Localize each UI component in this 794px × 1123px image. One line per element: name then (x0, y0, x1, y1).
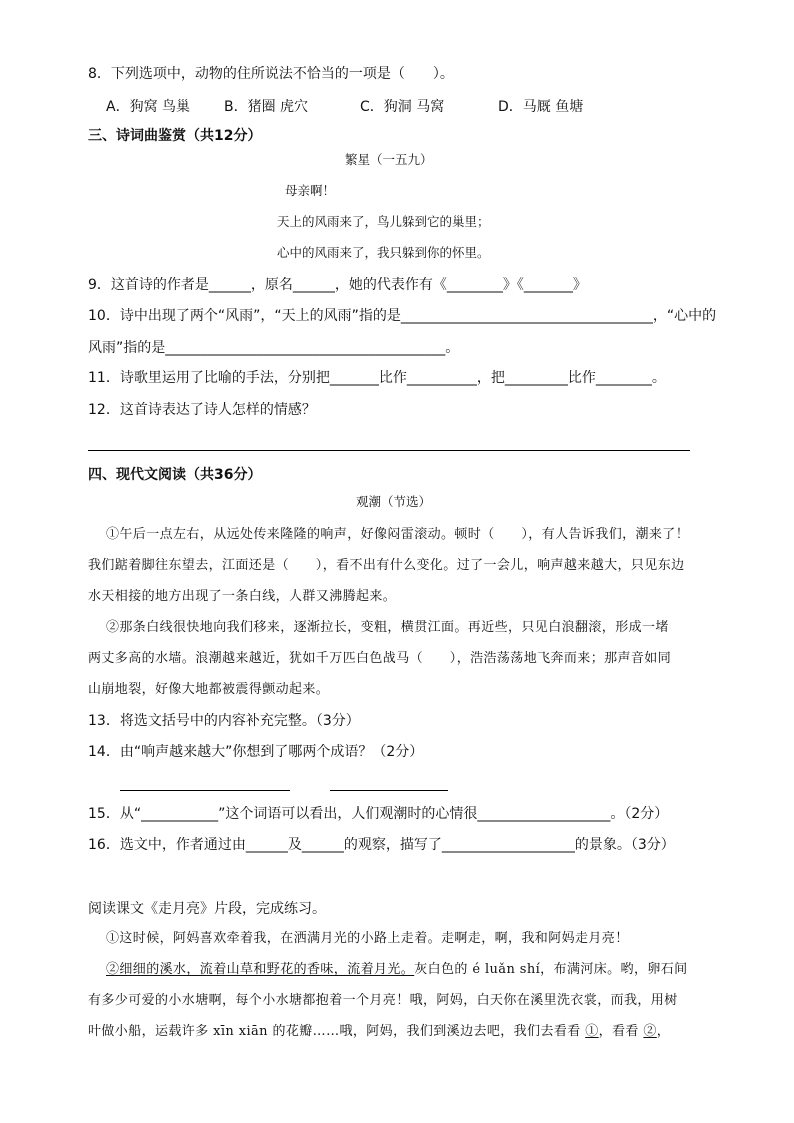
poem-title: 繁星（一五九） (345, 152, 433, 167)
poem-line-2: 天上的风雨来了，鸟儿躲到它的巢里； (277, 214, 490, 229)
para2-line-1: ②那条白线很快地向我们移来，逐渐拉长，变粗，横贯江面。再近些，只见白浪翻滚，形成一堵 (106, 620, 669, 635)
q8-option-d: D．马厩 鱼塘 (498, 99, 584, 115)
reading-title: 观潮（节选） (356, 494, 432, 509)
q9: 9．这首诗的作者是______，原名______，她的代表作有《________》《_______》 (88, 277, 587, 293)
q12-answer-line (88, 450, 690, 451)
para2-line-3-c: ， (656, 1024, 671, 1039)
q16: 16．选文中，作者通过由______及______的观察，描写了___________________的景象。（3分） (88, 837, 675, 853)
q8-option-a: A．狗窝 鸟巢 (106, 99, 191, 115)
q11: 11．诗歌里运用了比喻的手法，分别把_______比作__________，把_________比作________。 (88, 370, 666, 386)
walk-moon-para2-line-1 (106, 960, 688, 980)
q14-answer-line-1 (120, 790, 290, 791)
q12: 12．这首诗表达了诗人怎样的情感？ (88, 402, 316, 418)
q8-stem: 8．下列选项中，动物的住所说法不恰当的一项是（ ）。 (88, 66, 454, 82)
walk-moon-para2-line-2: 有多少可爱的小水塘啊，每个小水塘都抱着一个月亮！哦，阿妈，白天你在溪里洗衣裳，而我，用树 (88, 993, 678, 1008)
walk-moon-para1: ①这时候，阿妈喜欢牵着我，在洒满月光的小路上走着。走啊走，啊，我和阿妈走月亮！ (106, 931, 629, 946)
blank-2: ② (643, 1024, 657, 1039)
para1-line-3: 水天相接的地方出现了一条白线，人群又沸腾起来。 (88, 589, 397, 604)
para2-line-3: 山崩地裂，好像大地都被震得颤动起来。 (88, 682, 330, 697)
q10-line-2: 风雨”指的是________________________________________。 (88, 340, 460, 356)
q8-option-b: B．猪圈 虎穴 (224, 99, 309, 115)
q8-options (106, 97, 583, 117)
q15: 15．从“___________”这个词语可以看出，人们观潮时的心情很___________________。（2分） (88, 806, 669, 822)
q13: 13．将选文括号中的内容补充完整。（3分） (88, 713, 360, 729)
para2-line-2: 两丈多高的水墙。浪潮越来越近，犹如千万匹白色战马（ ），浩浩荡荡地飞奔而来；那声音如同 (88, 651, 672, 666)
para1-line-2: 我们踮着脚往东望去，江面还是（ ），看不出有什么变化。过了一会儿，响声越来越大，只见东边 (88, 558, 685, 573)
para2-line-3-b: ，看看 (598, 1024, 644, 1039)
para2-line-3-a: 叶做小船，运载许多 xīn xiān 的花瓣……哦，阿妈，我们到溪边去吧，我们去看看 (88, 1024, 586, 1039)
q8-option-c: C．狗洞 马窝 (360, 99, 445, 115)
poem-line-1: 母亲啊！ (285, 183, 336, 198)
para1-line-1: ①午后一点左右，从远处传来隆隆的响声，好像闷雷滚动。顿时（ ），有人告诉我们，潮来了！ (106, 527, 690, 542)
poem-line-3: 心中的风雨来了，我只躲到你的怀里。 (277, 245, 490, 260)
walk-moon-para2-line-3 (88, 1022, 670, 1042)
section4-heading: 四、现代文阅读（共36分） (88, 467, 262, 483)
underlined-sentence: ②细细的溪水，流着山草和野花的香味，流着月光。 (106, 962, 415, 977)
section3-heading: 三、诗词曲鉴赏（共12分） (88, 128, 262, 144)
section5-intro: 阅读课文《走月亮》片段，完成练习。 (88, 901, 326, 917)
q10-line-1: 10．诗中出现了两个“风雨”，“天上的风雨”指的是____________________________________，“心中的 (88, 308, 717, 324)
blank-1: ① (585, 1024, 599, 1039)
q14: 14．由“响声越来越大”你想到了哪两个成语？（2分） (88, 744, 424, 760)
para2-line-1-rest: 灰白色的 é luǎn shí，布满河床。哟，卵石间 (414, 962, 688, 977)
q14-answer-line-2 (330, 790, 448, 791)
